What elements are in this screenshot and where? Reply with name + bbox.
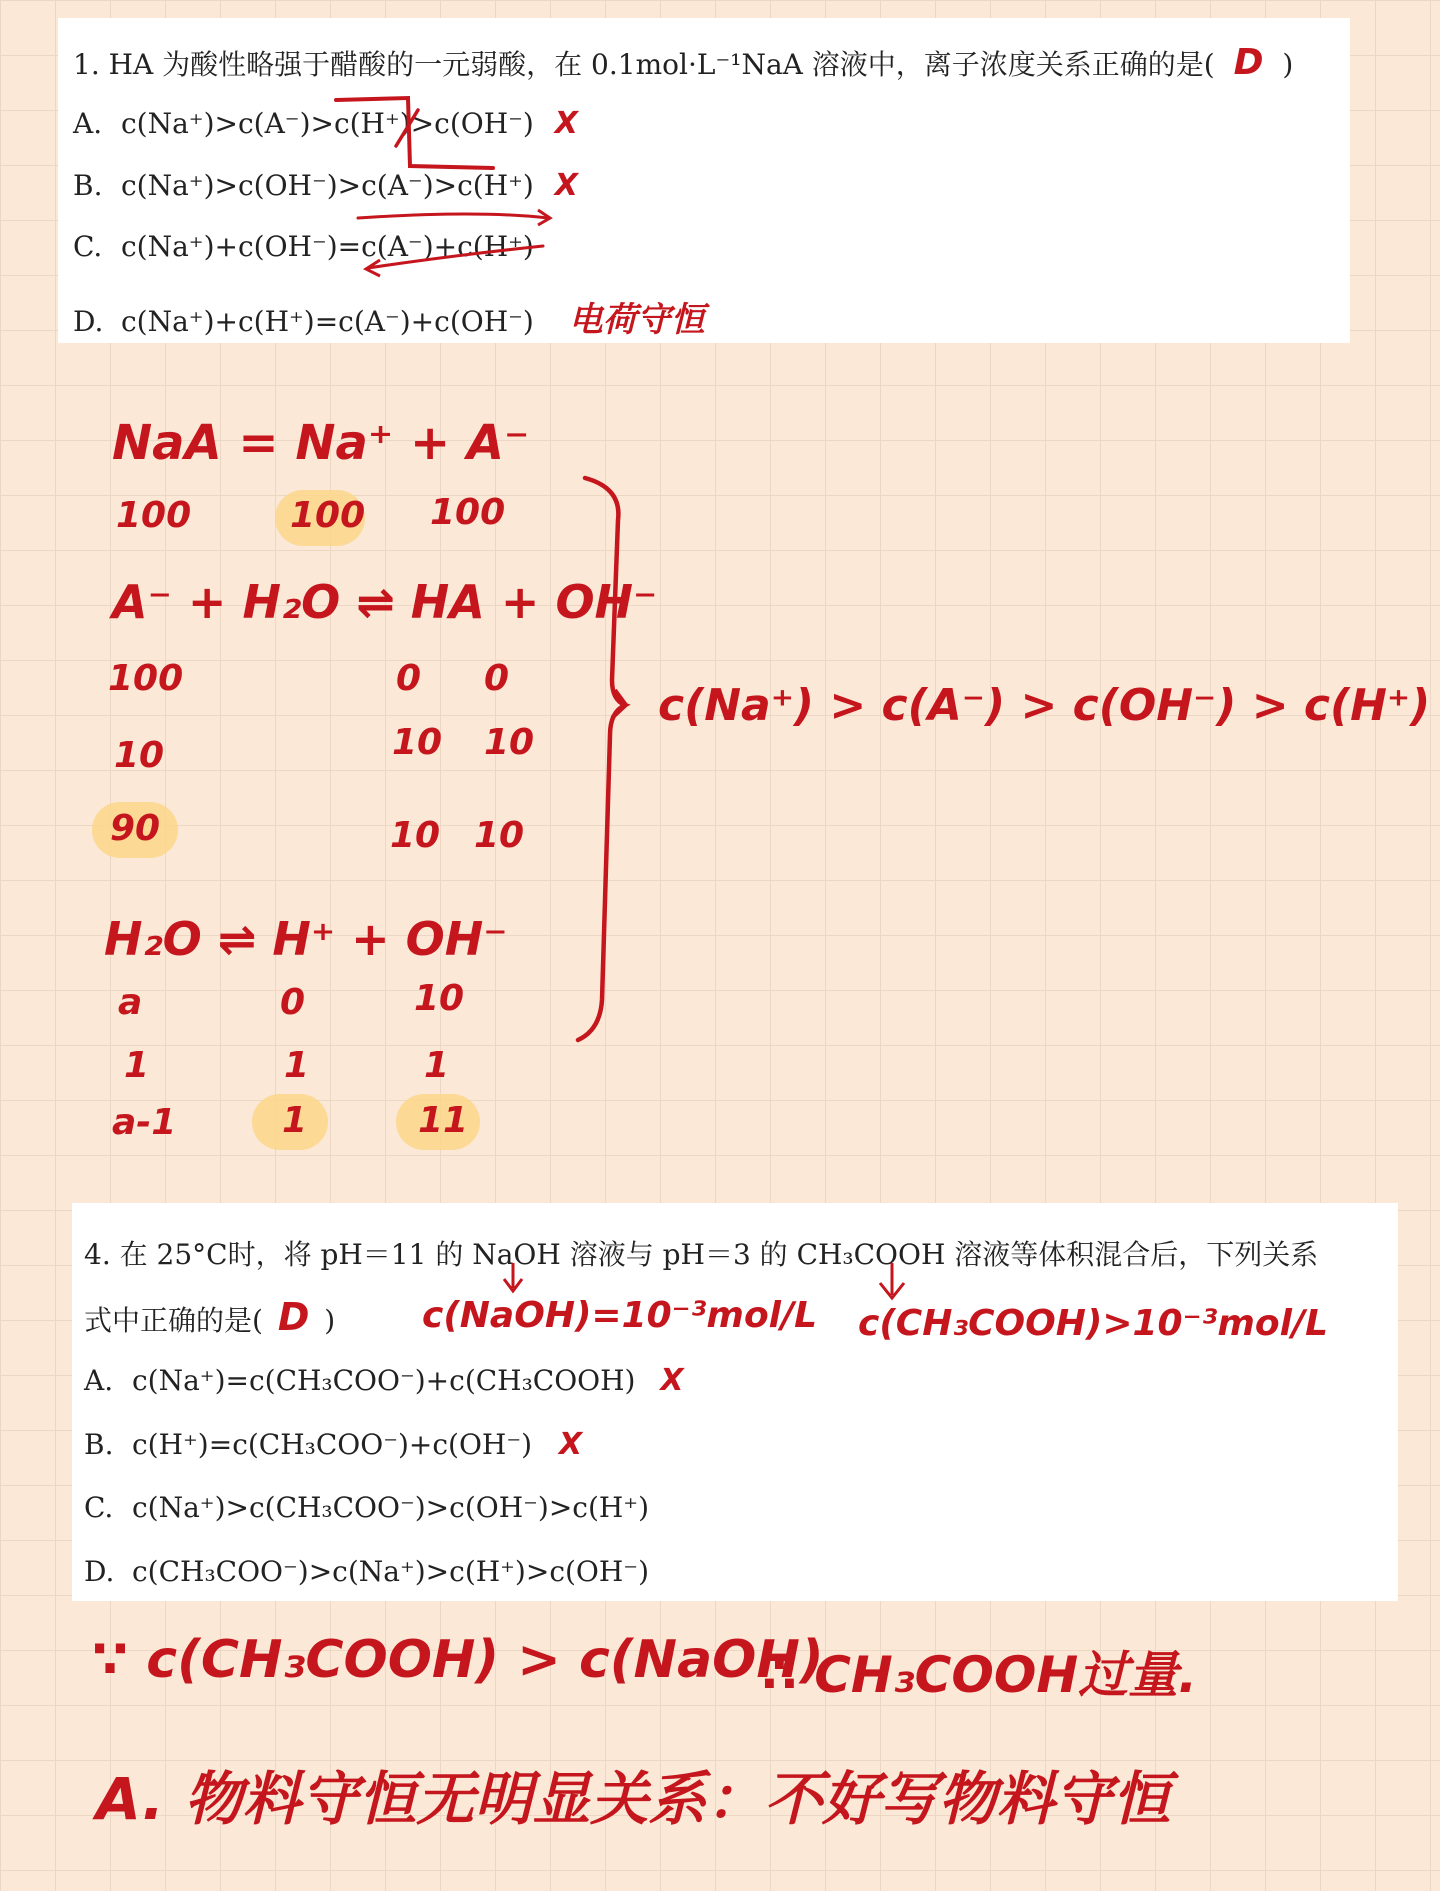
- wrong-mark: X: [554, 168, 578, 203]
- question-1-stem-end: ): [1282, 48, 1294, 81]
- value: 10: [114, 735, 165, 776]
- value: 0: [280, 982, 306, 1023]
- option-label: C.: [73, 230, 103, 263]
- option-text: c(Na⁺)=c(CH₃COO⁻)+c(CH₃COOH): [132, 1364, 636, 1397]
- option-label: D.: [73, 305, 104, 338]
- option-text: c(Na⁺)>c(OH⁻)>c(A⁻)>c(H⁺): [121, 169, 534, 202]
- option-label: C.: [84, 1491, 114, 1524]
- value: 1: [424, 1045, 450, 1086]
- material-conservation-note: A. 物料守恒无明显关系：不好写物料守恒: [96, 1765, 1171, 1833]
- question-4-stem-text: 式中正确的是(: [84, 1304, 263, 1337]
- value: 0: [396, 658, 422, 699]
- wrong-mark: X: [554, 106, 578, 141]
- water-ionization-equation: H₂O ⇌ H⁺ + OH⁻: [104, 912, 508, 966]
- value: 10: [390, 815, 441, 856]
- charge-conservation-note: 电荷守恒: [568, 300, 705, 340]
- value: 11: [418, 1100, 469, 1141]
- wrong-mark: X: [558, 1427, 583, 1462]
- value: 10: [392, 722, 443, 763]
- value: 90: [110, 808, 161, 849]
- acetic-acid-concentration-note: c(CH₃COOH)>10⁻³mol/L: [858, 1303, 1329, 1344]
- value: 100: [430, 492, 506, 533]
- value: 1: [284, 1045, 310, 1086]
- value: 1: [282, 1100, 308, 1141]
- option-text: c(Na⁺)+c(H⁺)=c(A⁻)+c(OH⁻): [121, 305, 534, 338]
- option-text: c(Na⁺)+c(OH⁻)=c(A⁻)+c(H⁺): [121, 230, 534, 263]
- question-4-answer: D: [277, 1295, 310, 1339]
- q4-option-b: [84, 1427, 582, 1462]
- question-1-stem-text: 1. HA 为酸性略强于醋酸的一元弱酸，在 0.1mol·L⁻¹NaA 溶液中，离子浓度关系正确的是(: [73, 48, 1215, 81]
- value: 100: [116, 495, 192, 536]
- hydrolysis-equation: A⁻ + H₂O ⇌ HA + OH⁻: [112, 575, 658, 629]
- question-4-stem-line1: 4. 在 25°C时，将 pH＝11 的 NaOH 溶液与 pH＝3 的 CH₃COOH 溶液等体积混合后，下列关系: [84, 1238, 1319, 1271]
- option-label: B.: [73, 169, 103, 202]
- excess-acid-note: ∴ CH₃COOH过量.: [762, 1646, 1198, 1704]
- q1-pen-annotations: [58, 18, 1350, 343]
- q4-option-c: [84, 1491, 649, 1524]
- option-label: A.: [73, 107, 103, 140]
- option-text: c(Na⁺)>c(A⁻)>c(H⁺)>c(OH⁻): [121, 107, 534, 140]
- value: 0: [484, 658, 510, 699]
- value: 100: [290, 495, 366, 536]
- option-text: c(CH₃COO⁻)>c(Na⁺)>c(H⁺)>c(OH⁻): [132, 1555, 650, 1588]
- value: 10: [414, 978, 465, 1019]
- value: a: [118, 982, 143, 1023]
- question-4-card: [72, 1203, 1398, 1601]
- naoh-concentration-note: c(NaOH)=10⁻³mol/L: [422, 1295, 818, 1336]
- question-4-stem-end: ): [324, 1304, 336, 1337]
- option-label: D.: [84, 1555, 115, 1588]
- option-text: c(Na⁺)>c(CH₃COO⁻)>c(OH⁻)>c(H⁺): [132, 1491, 650, 1524]
- value: 100: [108, 658, 184, 699]
- value: 10: [474, 815, 525, 856]
- option-label: A.: [84, 1364, 114, 1397]
- option-text: c(H⁺)=c(CH₃COO⁻)+c(OH⁻): [132, 1428, 533, 1461]
- question-1-answer: D: [1233, 42, 1264, 83]
- wrong-mark: X: [660, 1363, 684, 1398]
- dissociation-equation: NaA = Na⁺ + A⁻: [112, 415, 530, 471]
- comparison-note: ∵ c(CH₃COOH) > c(NaOH): [92, 1630, 824, 1690]
- question-4-stem-line2: [84, 1295, 335, 1339]
- q4-option-d: [84, 1555, 649, 1588]
- option-label: B.: [84, 1428, 114, 1461]
- q4-option-a: [84, 1363, 684, 1398]
- question-1-card: [58, 18, 1350, 343]
- ion-order-conclusion: c(Na⁺) > c(A⁻) > c(OH⁻) > c(H⁺): [658, 680, 1431, 731]
- value: 10: [484, 722, 535, 763]
- value: a-1: [112, 1102, 177, 1143]
- value: 1: [124, 1045, 150, 1086]
